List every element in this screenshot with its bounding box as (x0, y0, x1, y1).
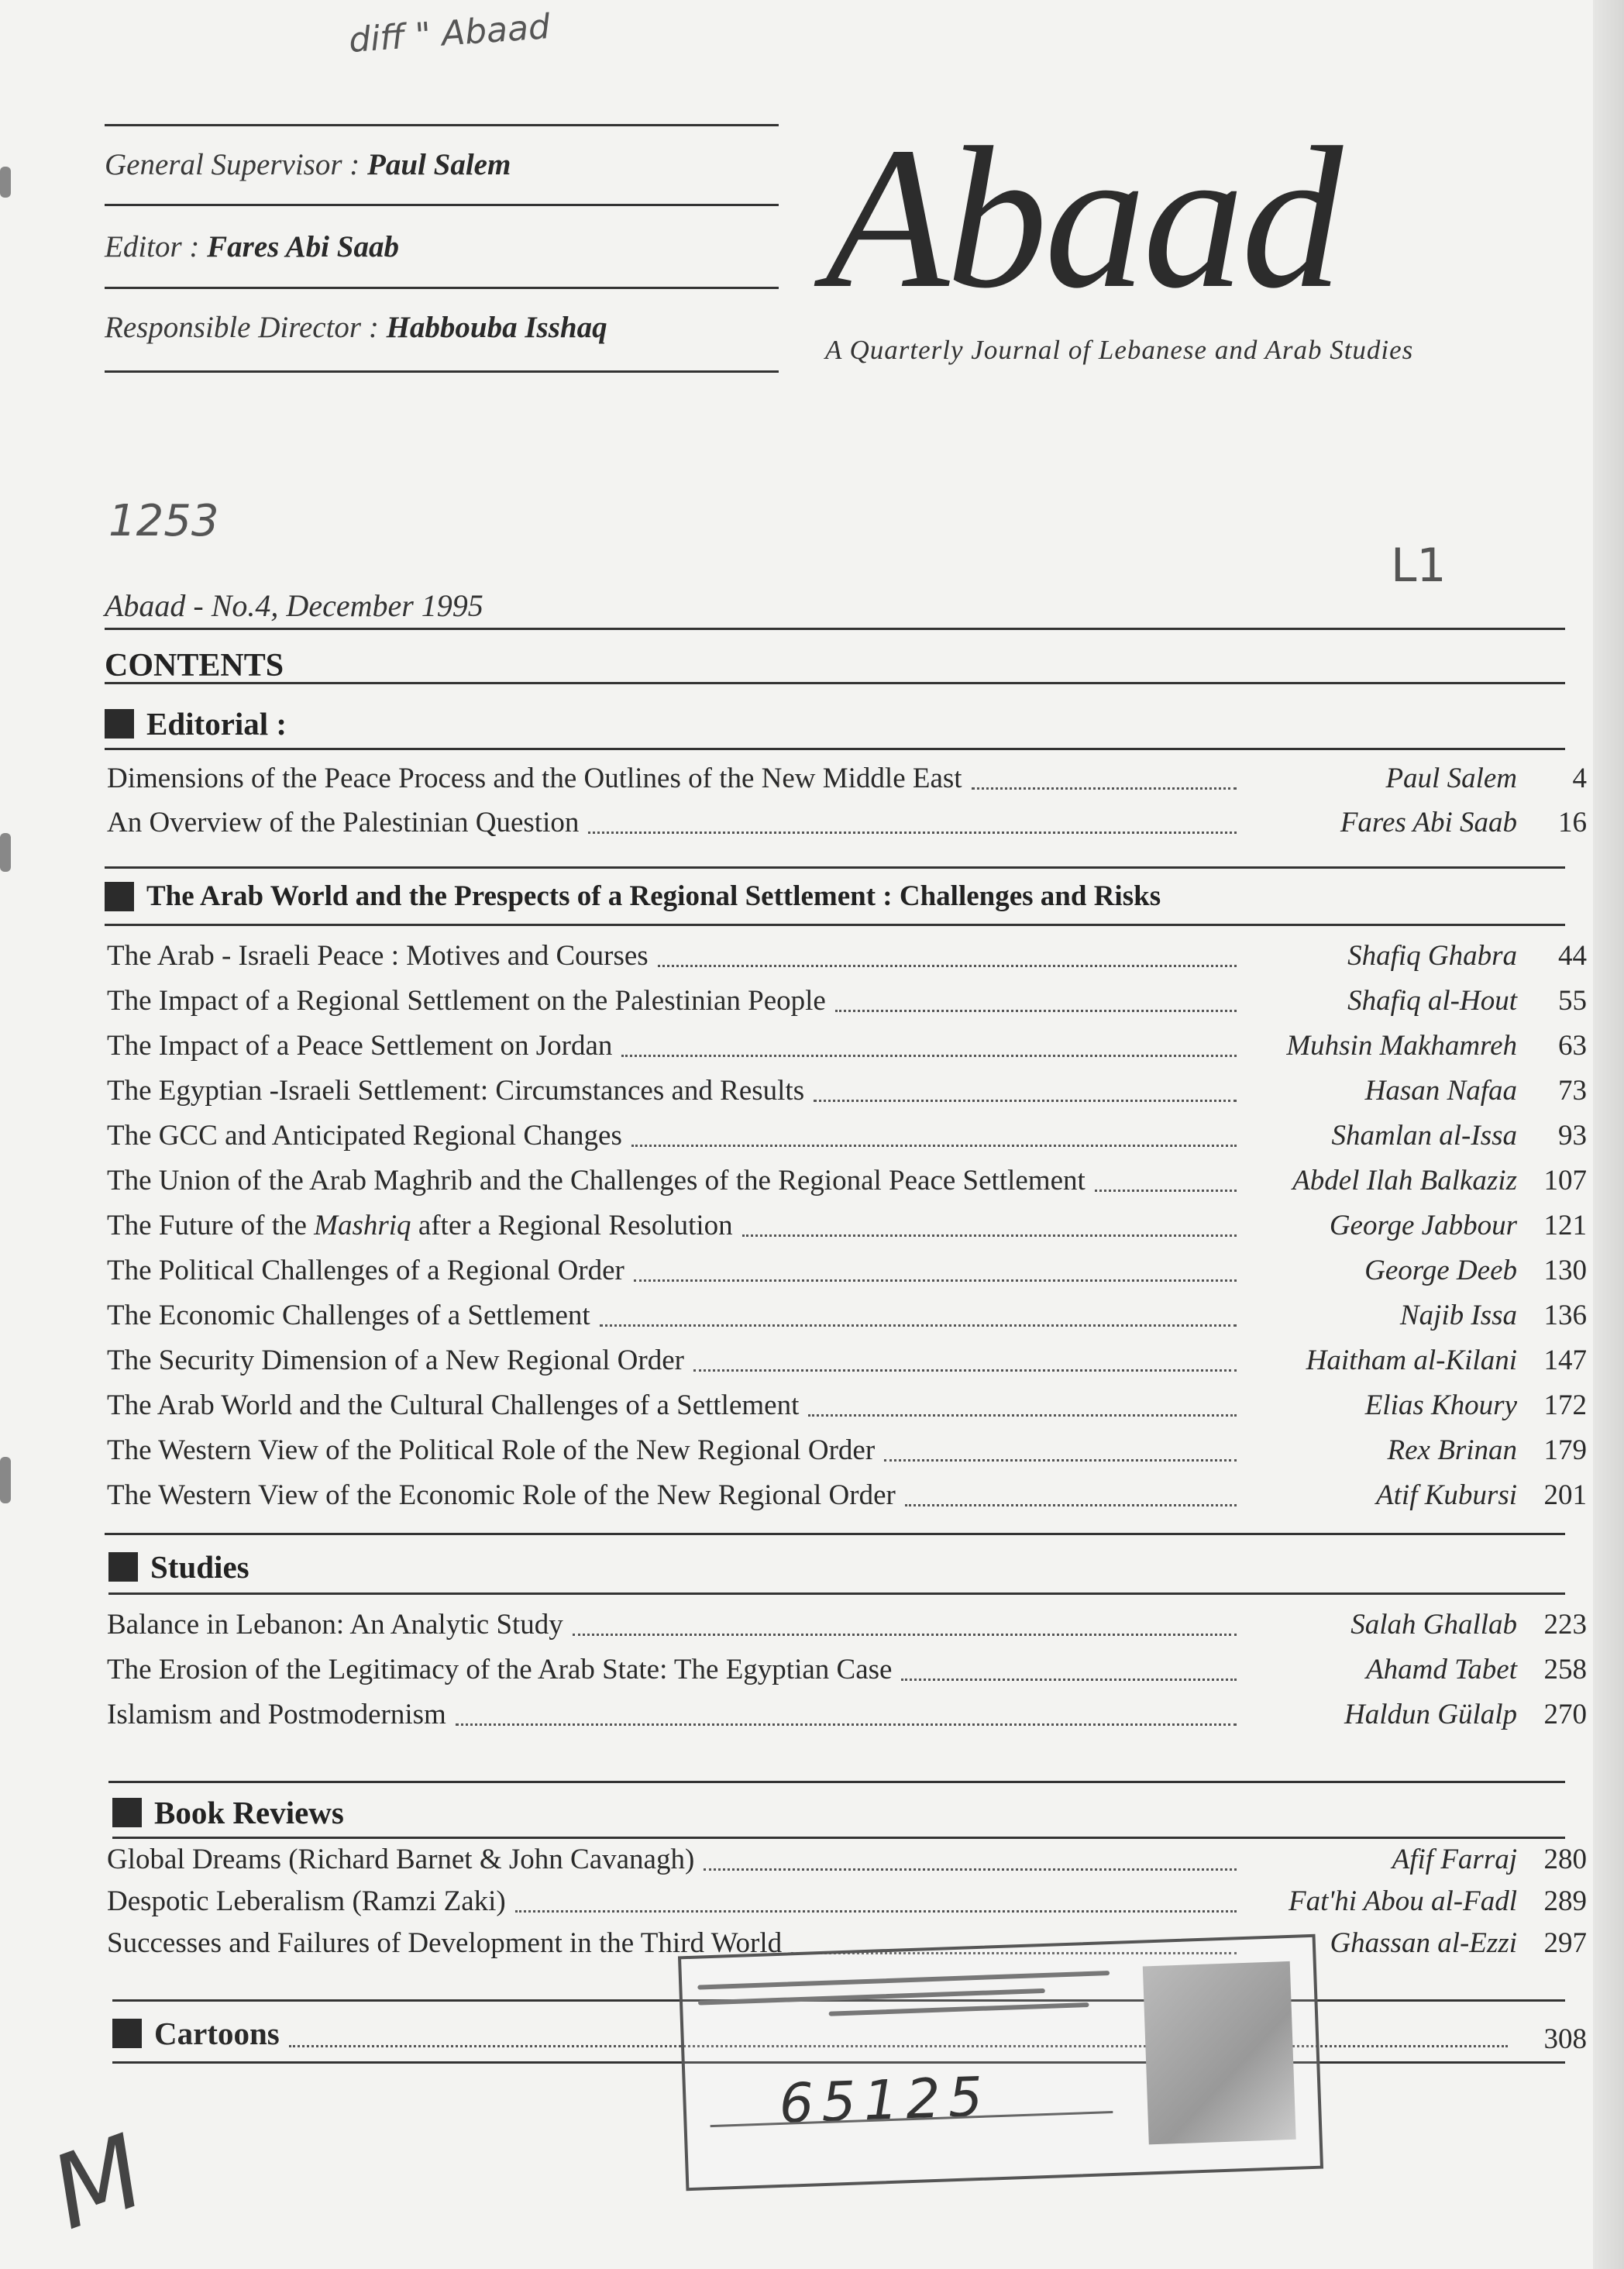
handwritten-number: 1253 (108, 496, 219, 546)
contents-rule (105, 682, 1565, 684)
stamp-number: 65125 (778, 2064, 992, 2136)
section-heading-editorial: Editorial : (105, 705, 287, 742)
toc-entry: Dimensions of the Peace Process and the Outlines of the New Middle East Paul Salem 4 (107, 763, 1587, 794)
toc-entry: The Erosion of the Legitimacy of the Arab State: The Egyptian Case Ahamd Tabet 258 (107, 1654, 1587, 1685)
toc-entry: The Impact of a Peace Settlement on Jordan Muhsin Makhamreh 63 (107, 1030, 1587, 1062)
toc-entry: The Economic Challenges of a Settlement Najib Issa 136 (107, 1300, 1587, 1331)
square-bullet-icon (112, 2019, 142, 2048)
toc-entry: Despotic Leberalism (Ramzi Zaki) Fat'hi Abou al-Fadl 289 (107, 1885, 1587, 1917)
section-rule (105, 866, 1565, 869)
stamp-photo (1143, 1961, 1296, 2144)
edge-speck (0, 833, 11, 872)
edge-speck (0, 1457, 11, 1503)
section-heading-studies: Studies (108, 1548, 249, 1586)
page-edge-shadow (1593, 0, 1624, 2269)
handwritten-mark: L1 (1391, 539, 1447, 593)
header-rule (105, 370, 779, 373)
section-rule (108, 1781, 1565, 1783)
header-rule (105, 287, 779, 289)
toc-entry: The Political Challenges of a Regional Order George Deeb 130 (107, 1255, 1587, 1286)
toc-entry: The Impact of a Regional Settlement on the Palestinian People Shafiq al-Hout 55 (107, 985, 1587, 1017)
section-heading-arab-world: The Arab World and the Prespects of a Regional Settlement : Challenges and Risks (105, 880, 1161, 913)
square-bullet-icon (108, 1552, 138, 1582)
toc-entry: The Future of the Mashriq after a Regional Resolution George Jabbour 121 (107, 1210, 1587, 1241)
toc-entry-cartoons: Cartoons 308 (112, 2015, 1587, 2058)
toc-entry: The Western View of the Economic Role of the New Regional Order Atif Kubursi 201 (107, 1479, 1587, 1511)
section-rule (105, 1533, 1565, 1535)
handwritten-signature: M (36, 2112, 159, 2253)
toc-entry: Global Dreams (Richard Barnet & John Cavanagh) Afif Farraj 280 (107, 1844, 1587, 1875)
general-supervisor: General Supervisor : Paul Salem (105, 148, 511, 181)
toc-entry: The GCC and Anticipated Regional Changes Shamlan al-Issa 93 (107, 1120, 1587, 1152)
toc-entry: The Arab World and the Cultural Challenges of a Settlement Elias Khoury 172 (107, 1389, 1587, 1421)
square-bullet-icon (105, 882, 134, 911)
square-bullet-icon (112, 1798, 142, 1827)
toc-entry: An Overview of the Palestinian Question Fares Abi Saab 16 (107, 807, 1587, 838)
toc-entry: The Union of the Arab Maghrib and the Challenges of the Regional Peace Settlement Abdel Ilah Balkaziz 107 (107, 1165, 1587, 1196)
contents-title: CONTENTS (105, 648, 284, 683)
toc-entry: The Egyptian -Israeli Settlement: Circumstances and Results Hasan Nafaa 73 (107, 1075, 1587, 1107)
contents-rule (105, 628, 1565, 630)
header-rule (105, 124, 779, 126)
section-rule (105, 748, 1565, 750)
toc-entry: Successes and Failures of Development in the Third World Ghassan al-Ezzi 297 (107, 1927, 1587, 1959)
header-rule (105, 204, 779, 206)
edge-speck (0, 167, 11, 198)
masthead-subtitle: A Quarterly Journal of Lebanese and Arab Studies (825, 335, 1414, 365)
section-rule (105, 924, 1565, 926)
section-heading-book-reviews: Book Reviews (112, 1794, 344, 1831)
toc-entry: The Western View of the Political Role of the New Regional Order Rex Brinan 179 (107, 1434, 1587, 1466)
toc-entry: Islamism and Postmodernism Haldun Gülalp 270 (107, 1699, 1587, 1730)
responsible-director: Responsible Director : Habbouba Isshaq (105, 311, 607, 344)
handwritten-note: diff " Abaad (347, 6, 552, 61)
stamp-text-lines (697, 1959, 1133, 2021)
square-bullet-icon (105, 709, 134, 739)
section-rule (108, 1592, 1565, 1595)
toc-entry: The Arab - Israeli Peace : Motives and Courses Shafiq Ghabra 44 (107, 940, 1587, 972)
toc-entry: Balance in Lebanon: An Analytic Study Salah Ghallab 223 (107, 1609, 1587, 1641)
toc-entry: The Security Dimension of a New Regional Order Haitham al-Kilani 147 (107, 1345, 1587, 1376)
library-stamp (678, 1934, 1323, 2192)
masthead-title: Abaad (825, 105, 1340, 330)
editor: Editor : Fares Abi Saab (105, 230, 399, 263)
issue-line: Abaad - No.4, December 1995 (105, 588, 483, 623)
section-rule (112, 1837, 1565, 1839)
